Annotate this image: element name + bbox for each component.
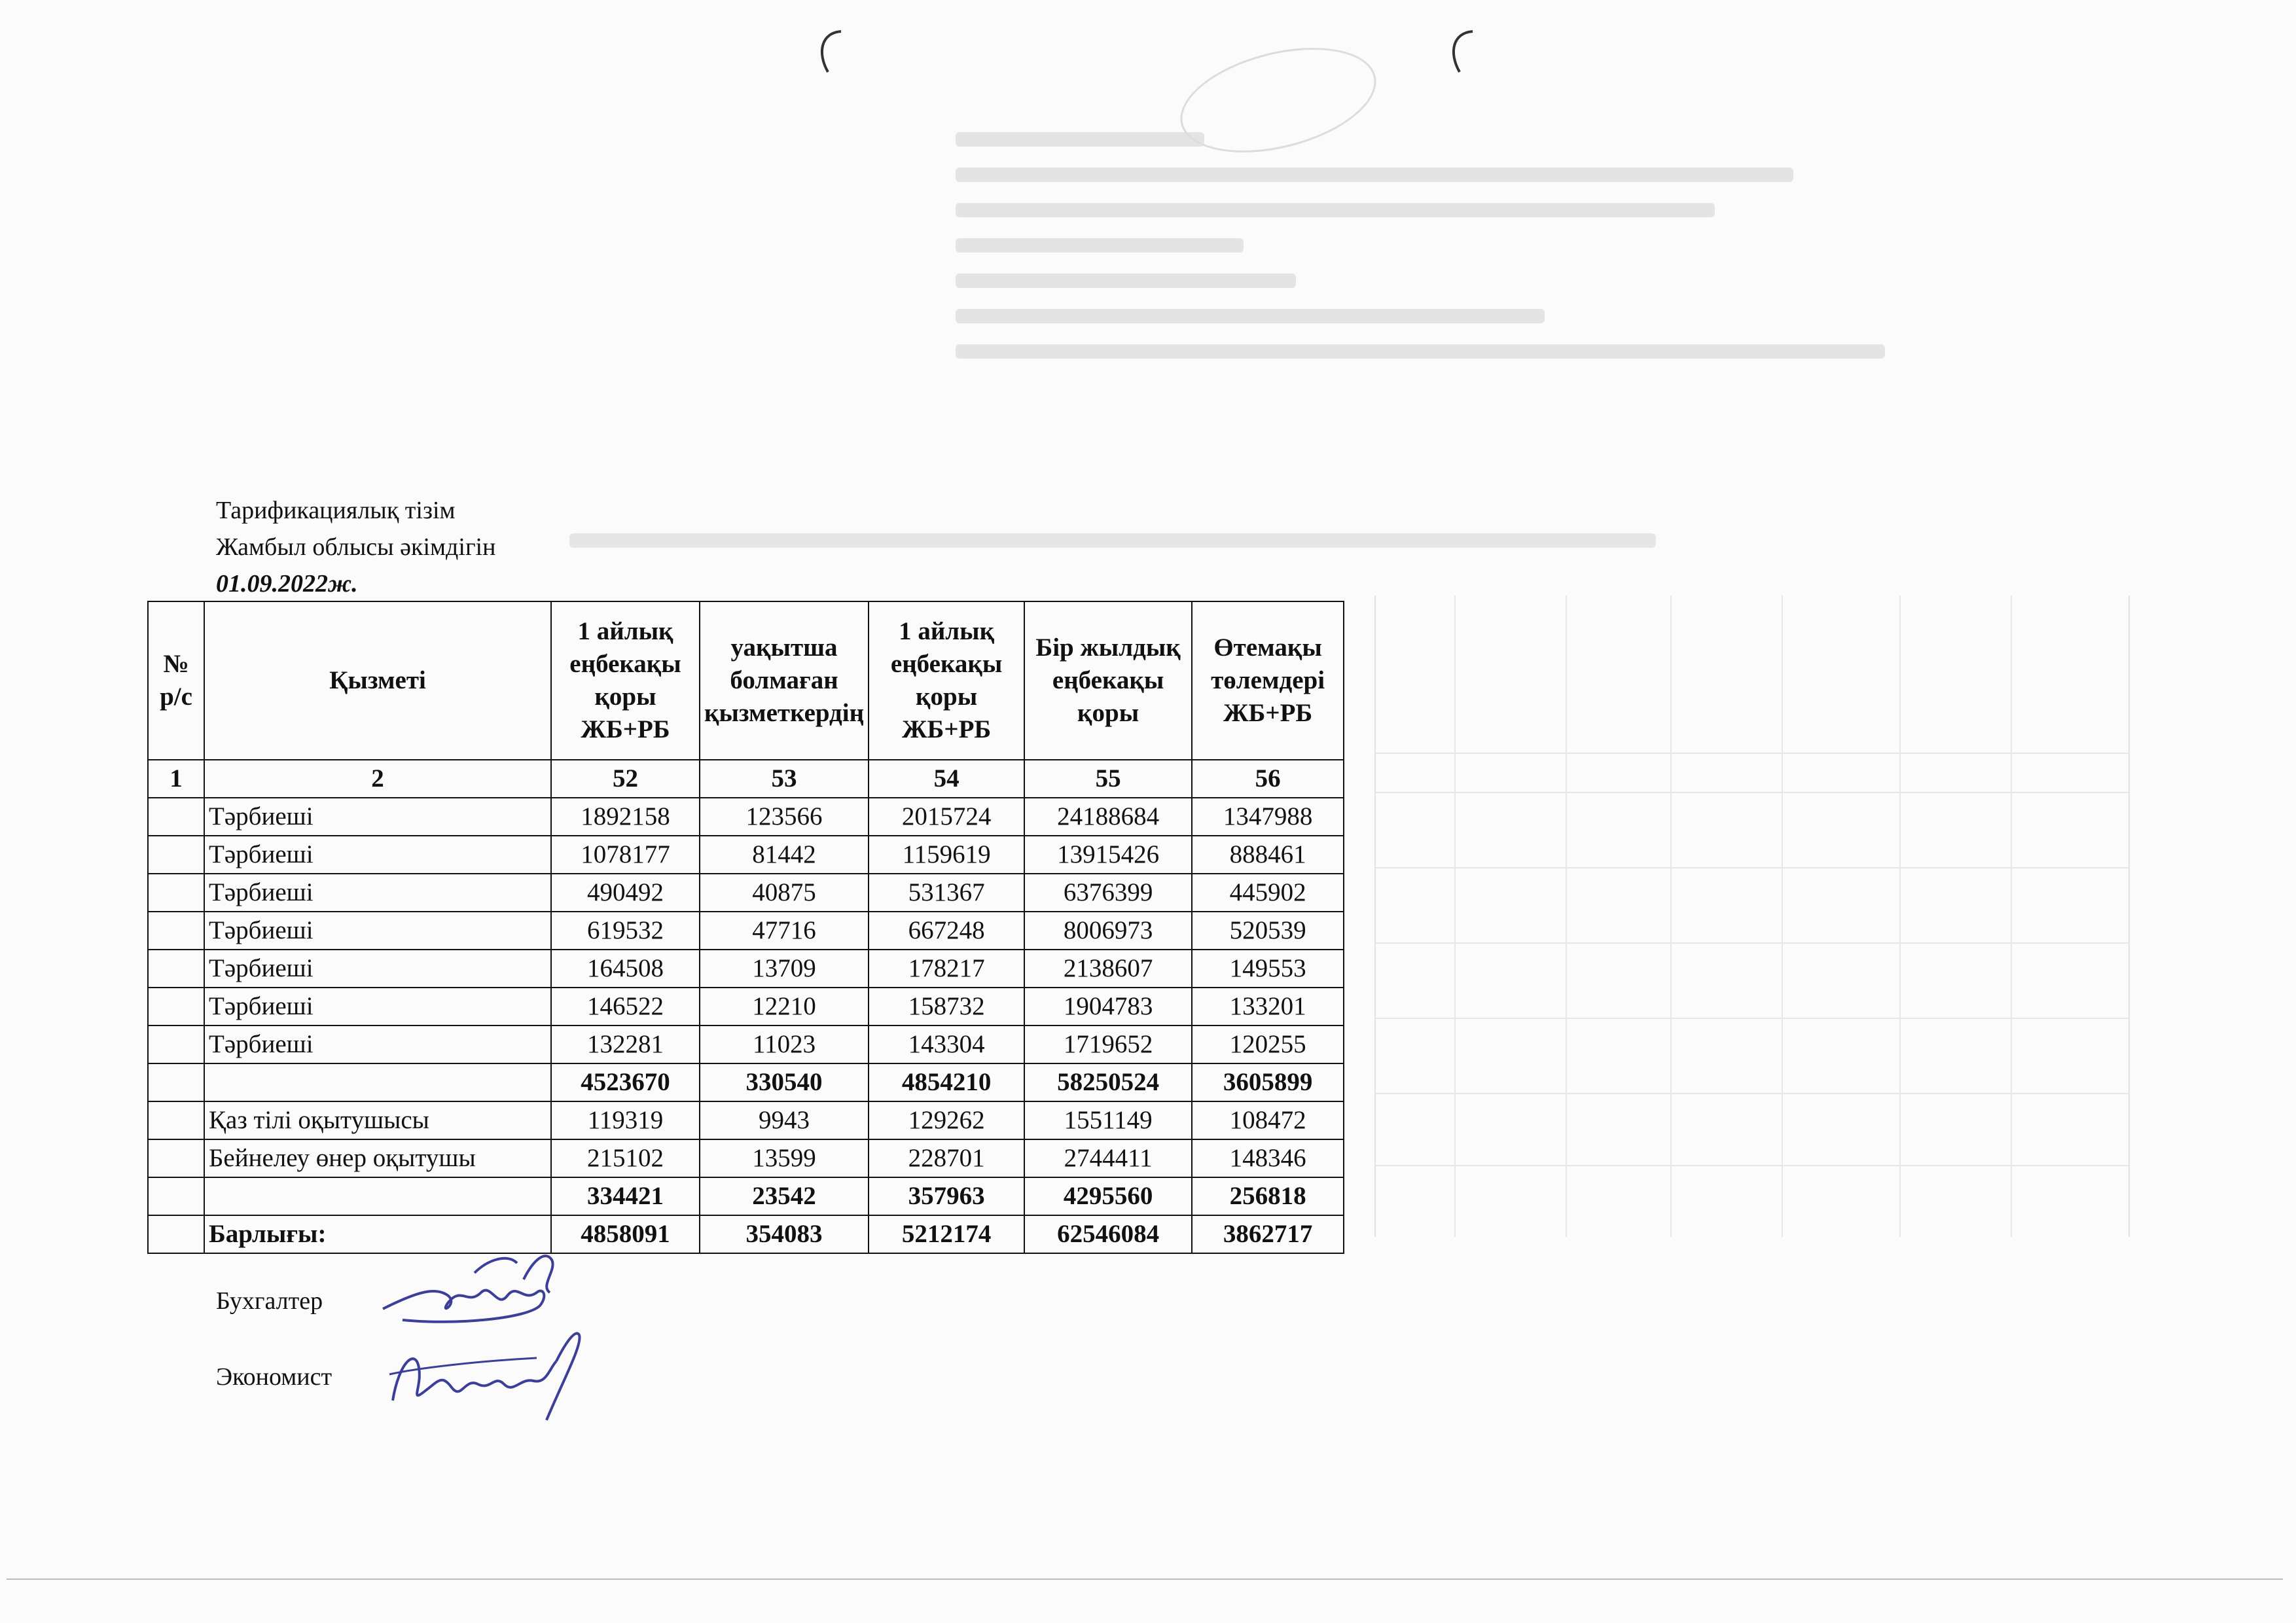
punch-hole-mark bbox=[812, 26, 851, 79]
amount-cell-55: 62546084 bbox=[1024, 1215, 1192, 1253]
column-index: 53 bbox=[700, 760, 869, 798]
table-row bbox=[148, 874, 1344, 912]
amount-cell-52: 334421 bbox=[551, 1177, 700, 1215]
row-index-cell bbox=[148, 1063, 204, 1101]
position-cell: Тәрбиеші bbox=[204, 798, 551, 836]
amount-cell-54: 667248 bbox=[869, 912, 1024, 950]
accountant-signature bbox=[376, 1247, 573, 1332]
bleed-through-line bbox=[569, 533, 1656, 548]
row-index-cell bbox=[148, 1139, 204, 1177]
amount-cell-56: 888461 bbox=[1192, 836, 1344, 874]
col-header-compensation: Өтемақы төлемдері ЖБ+РБ bbox=[1192, 601, 1344, 760]
amount-cell-56: 445902 bbox=[1192, 874, 1344, 912]
table-row bbox=[148, 912, 1344, 950]
amount-cell-54: 4854210 bbox=[869, 1063, 1024, 1101]
table-header-row bbox=[148, 601, 1344, 760]
amount-cell-56: 520539 bbox=[1192, 912, 1344, 950]
amount-cell-56: 256818 bbox=[1192, 1177, 1344, 1215]
amount-cell-53: 40875 bbox=[700, 874, 869, 912]
row-index-cell bbox=[148, 874, 204, 912]
position-cell bbox=[204, 1177, 551, 1215]
col-header-monthly-fund: 1 айлық еңбекақы қоры ЖБ+РБ bbox=[551, 601, 700, 760]
position-cell bbox=[204, 1063, 551, 1101]
amount-cell-54: 129262 bbox=[869, 1101, 1024, 1139]
column-index: 54 bbox=[869, 760, 1024, 798]
amount-cell-54: 357963 bbox=[869, 1177, 1024, 1215]
table-total-row bbox=[148, 1215, 1344, 1253]
column-index: 52 bbox=[551, 760, 700, 798]
row-index-cell bbox=[148, 1101, 204, 1139]
amount-cell-55: 1719652 bbox=[1024, 1026, 1192, 1063]
row-index-cell bbox=[148, 1026, 204, 1063]
col-header-annual-fund: Бір жылдық еңбекақы қоры bbox=[1024, 601, 1192, 760]
table-row bbox=[148, 988, 1344, 1026]
col-header-monthly-fund-total: 1 айлық еңбекақы қоры ЖБ+РБ bbox=[869, 601, 1024, 760]
amount-cell-56: 120255 bbox=[1192, 1026, 1344, 1063]
column-index: 56 bbox=[1192, 760, 1344, 798]
accountant-label: Бухгалтер bbox=[216, 1287, 323, 1315]
amount-cell-54: 2015724 bbox=[869, 798, 1024, 836]
column-index: 1 bbox=[148, 760, 204, 798]
col-header-temp-absent: уақытша болмаған қызметкердің bbox=[700, 601, 869, 760]
amount-cell-55: 24188684 bbox=[1024, 798, 1192, 836]
amount-cell-53: 330540 bbox=[700, 1063, 869, 1101]
amount-cell-54: 228701 bbox=[869, 1139, 1024, 1177]
amount-cell-53: 13599 bbox=[700, 1139, 869, 1177]
amount-cell-52: 490492 bbox=[551, 874, 700, 912]
table-row bbox=[148, 798, 1344, 836]
document-heading bbox=[216, 492, 495, 602]
amount-cell-53: 13709 bbox=[700, 950, 869, 988]
amount-cell-56: 3605899 bbox=[1192, 1063, 1344, 1101]
amount-cell-52: 619532 bbox=[551, 912, 700, 950]
document-title: Тарификациялық тізім bbox=[216, 497, 456, 524]
amount-cell-52: 164508 bbox=[551, 950, 700, 988]
position-cell: Барлығы: bbox=[204, 1215, 551, 1253]
table-total-row bbox=[148, 1177, 1344, 1215]
tarification-table bbox=[147, 601, 1344, 1254]
amount-cell-54: 5212174 bbox=[869, 1215, 1024, 1253]
table-row bbox=[148, 950, 1344, 988]
economist-signature bbox=[380, 1322, 589, 1427]
economist-label: Экономист bbox=[216, 1363, 332, 1391]
amount-cell-55: 6376399 bbox=[1024, 874, 1192, 912]
position-cell: Қаз тілі оқытушысы bbox=[204, 1101, 551, 1139]
amount-cell-55: 2744411 bbox=[1024, 1139, 1192, 1177]
row-index-cell bbox=[148, 1177, 204, 1215]
amount-cell-52: 119319 bbox=[551, 1101, 700, 1139]
amount-cell-52: 4858091 bbox=[551, 1215, 700, 1253]
table-row bbox=[148, 1101, 1344, 1139]
amount-cell-55: 1904783 bbox=[1024, 988, 1192, 1026]
amount-cell-52: 146522 bbox=[551, 988, 700, 1026]
position-cell: Тәрбиеші bbox=[204, 912, 551, 950]
position-cell: Тәрбиеші bbox=[204, 1026, 551, 1063]
amount-cell-52: 215102 bbox=[551, 1139, 700, 1177]
table-row bbox=[148, 1139, 1344, 1177]
amount-cell-55: 13915426 bbox=[1024, 836, 1192, 874]
amount-cell-54: 143304 bbox=[869, 1026, 1024, 1063]
amount-cell-56: 149553 bbox=[1192, 950, 1344, 988]
amount-cell-52: 1892158 bbox=[551, 798, 700, 836]
amount-cell-54: 531367 bbox=[869, 874, 1024, 912]
column-index-row bbox=[148, 760, 1344, 798]
bleed-through-block bbox=[956, 124, 1898, 360]
bleed-through-grid bbox=[1374, 596, 2130, 1237]
amount-cell-54: 178217 bbox=[869, 950, 1024, 988]
amount-cell-53: 11023 bbox=[700, 1026, 869, 1063]
amount-cell-56: 3862717 bbox=[1192, 1215, 1344, 1253]
amount-cell-55: 4295560 bbox=[1024, 1177, 1192, 1215]
amount-cell-55: 58250524 bbox=[1024, 1063, 1192, 1101]
scan-edge-line bbox=[7, 1578, 2283, 1580]
table-row bbox=[148, 1026, 1344, 1063]
amount-cell-53: 12210 bbox=[700, 988, 869, 1026]
amount-cell-54: 158732 bbox=[869, 988, 1024, 1026]
table-total-row bbox=[148, 1063, 1344, 1101]
row-index-cell bbox=[148, 1215, 204, 1253]
column-index: 55 bbox=[1024, 760, 1192, 798]
amount-cell-52: 1078177 bbox=[551, 836, 700, 874]
amount-cell-55: 1551149 bbox=[1024, 1101, 1192, 1139]
amount-cell-56: 148346 bbox=[1192, 1139, 1344, 1177]
position-cell: Тәрбиеші bbox=[204, 950, 551, 988]
amount-cell-53: 81442 bbox=[700, 836, 869, 874]
amount-cell-56: 133201 bbox=[1192, 988, 1344, 1026]
document-date: 01.09.2022ж. bbox=[216, 570, 358, 597]
amount-cell-52: 132281 bbox=[551, 1026, 700, 1063]
row-index-cell bbox=[148, 988, 204, 1026]
row-index-cell bbox=[148, 950, 204, 988]
amount-cell-52: 4523670 bbox=[551, 1063, 700, 1101]
position-cell: Тәрбиеші bbox=[204, 836, 551, 874]
amount-cell-53: 354083 bbox=[700, 1215, 869, 1253]
organization-name: Жамбыл облысы әкімдігін bbox=[216, 533, 496, 561]
amount-cell-55: 8006973 bbox=[1024, 912, 1192, 950]
col-header-index: № р/с bbox=[148, 601, 204, 760]
amount-cell-53: 47716 bbox=[700, 912, 869, 950]
amount-cell-56: 108472 bbox=[1192, 1101, 1344, 1139]
amount-cell-56: 1347988 bbox=[1192, 798, 1344, 836]
amount-cell-53: 23542 bbox=[700, 1177, 869, 1215]
amount-cell-53: 123566 bbox=[700, 798, 869, 836]
amount-cell-54: 1159619 bbox=[869, 836, 1024, 874]
amount-cell-55: 2138607 bbox=[1024, 950, 1192, 988]
row-index-cell bbox=[148, 836, 204, 874]
position-cell: Бейнелеу өнер оқытушы bbox=[204, 1139, 551, 1177]
col-header-position: Қызметі bbox=[204, 601, 551, 760]
row-index-cell bbox=[148, 912, 204, 950]
amount-cell-53: 9943 bbox=[700, 1101, 869, 1139]
row-index-cell bbox=[148, 798, 204, 836]
position-cell: Тәрбиеші bbox=[204, 988, 551, 1026]
position-cell: Тәрбиеші bbox=[204, 874, 551, 912]
column-index: 2 bbox=[204, 760, 551, 798]
punch-hole-mark bbox=[1443, 26, 1482, 79]
table-row bbox=[148, 836, 1344, 874]
